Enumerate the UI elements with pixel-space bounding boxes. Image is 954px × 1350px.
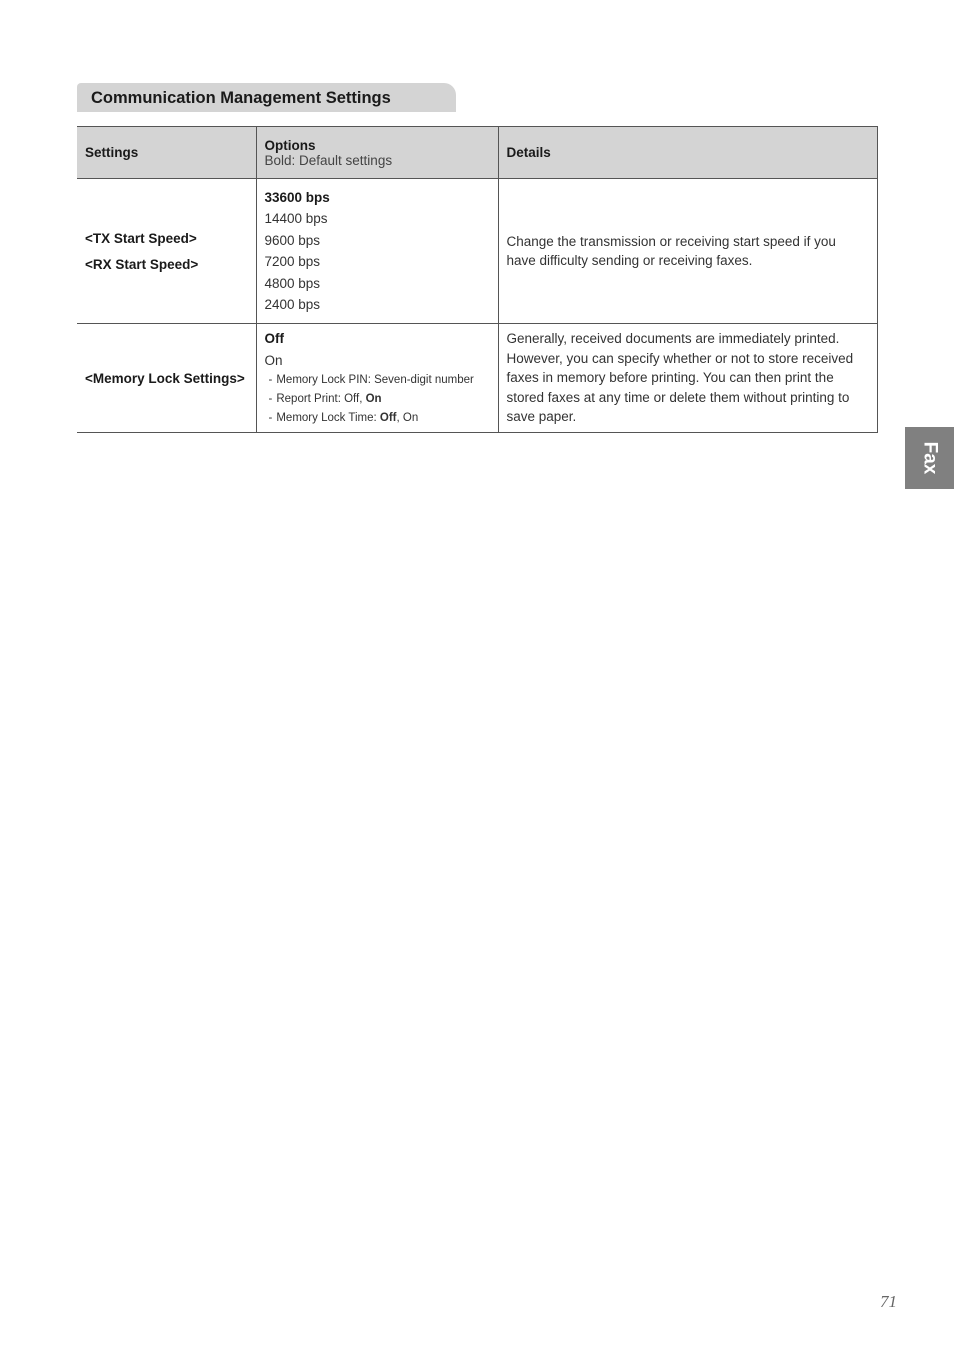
options-cell <box>256 179 498 324</box>
section-title: Communication Management Settings <box>77 83 456 112</box>
details-cell: Generally, received documents are immediately printed. However, you can specify whether or not to store received faxes in memory before printing. You can then print the stored faxes at any time or delete them without printing to save paper. <box>498 324 877 433</box>
settings-cell <box>77 324 256 433</box>
option: 9600 bps <box>264 232 321 248</box>
header-options-label: Options <box>264 137 316 153</box>
table-row <box>77 324 877 433</box>
header-settings: Settings <box>77 127 256 179</box>
option: 2400 bps <box>264 297 321 312</box>
table-row <box>77 179 877 324</box>
option: 7200 bps <box>264 254 321 269</box>
details-cell: Change the transmission or receiving start speed if you have difficulty sending or receiving faxes. <box>498 179 877 324</box>
setting-name: <TX Start Speed> <box>85 230 197 246</box>
header-options-note: Bold: Default settings <box>264 152 393 168</box>
options-cell <box>256 324 498 433</box>
sub-option: - Memory Lock Time: Off, On <box>268 412 419 424</box>
settings-cell <box>77 179 256 324</box>
default-option: 33600 bps <box>264 189 330 205</box>
sub-option: - Report Print: Off, On <box>268 393 382 405</box>
sub-option: - Memory Lock PIN: Seven-digit number <box>268 374 474 386</box>
option: 4800 bps <box>264 275 321 291</box>
fax-side-tab[interactable]: Fax <box>905 427 954 489</box>
page-number: 71 <box>880 1292 897 1311</box>
default-option: Off <box>264 331 284 346</box>
header-details: Details <box>498 127 877 179</box>
settings-table <box>77 126 878 433</box>
setting-name: <Memory Lock Settings> <box>85 370 245 386</box>
option: 14400 bps <box>264 211 328 226</box>
header-options <box>256 127 498 179</box>
option: On <box>264 352 283 368</box>
table-header-row <box>77 127 877 179</box>
setting-name: <RX Start Speed> <box>85 256 199 272</box>
